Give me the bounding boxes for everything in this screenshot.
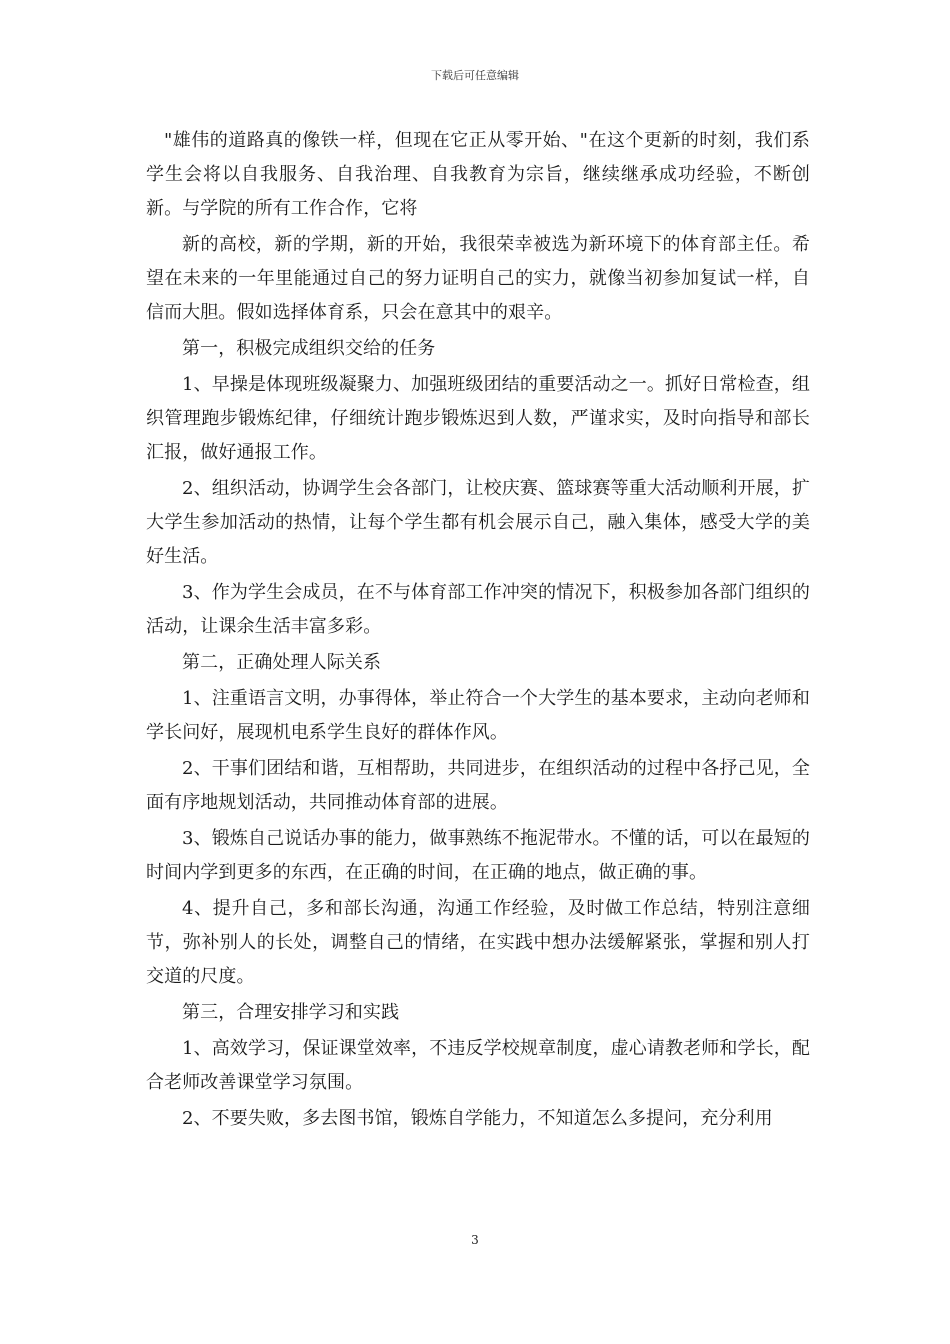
paragraph: 1、早操是体现班级凝聚力、加强班级团结的重要活动之一。抓好日常检查，组织管理跑步锻炼纪律，仔细统计跑步锻炼迟到人数，严谨求实，及时向指导和部长汇报，做好通报工作。 (146, 374, 810, 463)
section-heading: 第一，积极完成组织交给的任务 (182, 338, 436, 359)
paragraph: 2、组织活动，协调学生会各部门，让校庆赛、篮球赛等重大活动顺利开展，扩大学生参加活动的热情，让每个学生都有机会展示自己，融入集体，感受大学的美好生活。 (146, 478, 810, 567)
paragraph: 4、提升自己，多和部长沟通，沟通工作经验，及时做工作总结，特别注意细节，弥补别人的长处，调整自己的情绪，在实践中想办法缓解紧张，掌握和别人打交道的尺度。 (146, 898, 810, 987)
paragraph: 新的高校，新的学期，新的开始，我很荣幸被选为新环境下的体育部主任。希望在未来的一年里能通过自己的努力证明自己的实力，就像当初参加复试一样，自信而大胆。假如选择体育系，只会在意其中的艰辛。 (146, 234, 810, 323)
paragraph: 1、高效学习，保证课堂效率，不违反学校规章制度，虚心请教老师和学长，配合老师改善课堂学习氛围。 (146, 1038, 810, 1093)
paragraph: 1、注重语言文明，办事得体，举止符合一个大学生的基本要求，主动向老师和学长问好，展现机电系学生良好的群体作风。 (146, 688, 810, 743)
paragraph: "雄伟的道路真的像铁一样，但现在它正从零开始、"在这个更新的时刻，我们系学生会将以自我服务、自我治理、自我教育为宗旨，继续继承成功经验，不断创新。与学院的所有工作合作，它将 (146, 130, 810, 219)
paragraph: 3、锻炼自己说话办事的能力，做事熟练不拖泥带水。不懂的话，可以在最短的时间内学到更多的东西，在正确的时间，在正确的地点，做正确的事。 (146, 828, 810, 883)
page-number: 3 (471, 1233, 479, 1247)
paragraph: 2、不要失败，多去图书馆，锻炼自学能力，不知道怎么多提问，充分利用 (182, 1108, 773, 1129)
document-body (146, 124, 810, 1136)
section-heading: 第三，合理安排学习和实践 (182, 1002, 400, 1023)
section-heading: 第二，正确处理人际关系 (182, 652, 382, 673)
paragraph: 2、干事们团结和谐，互相帮助，共同进步，在组织活动的过程中各抒己见，全面有序地规划活动，共同推动体育部的进展。 (146, 758, 810, 813)
page-header: 下载后可任意编辑 (431, 69, 519, 82)
paragraph: 3、作为学生会成员，在不与体育部工作冲突的情况下，积极参加各部门组织的活动，让课余生活丰富多彩。 (146, 582, 810, 637)
